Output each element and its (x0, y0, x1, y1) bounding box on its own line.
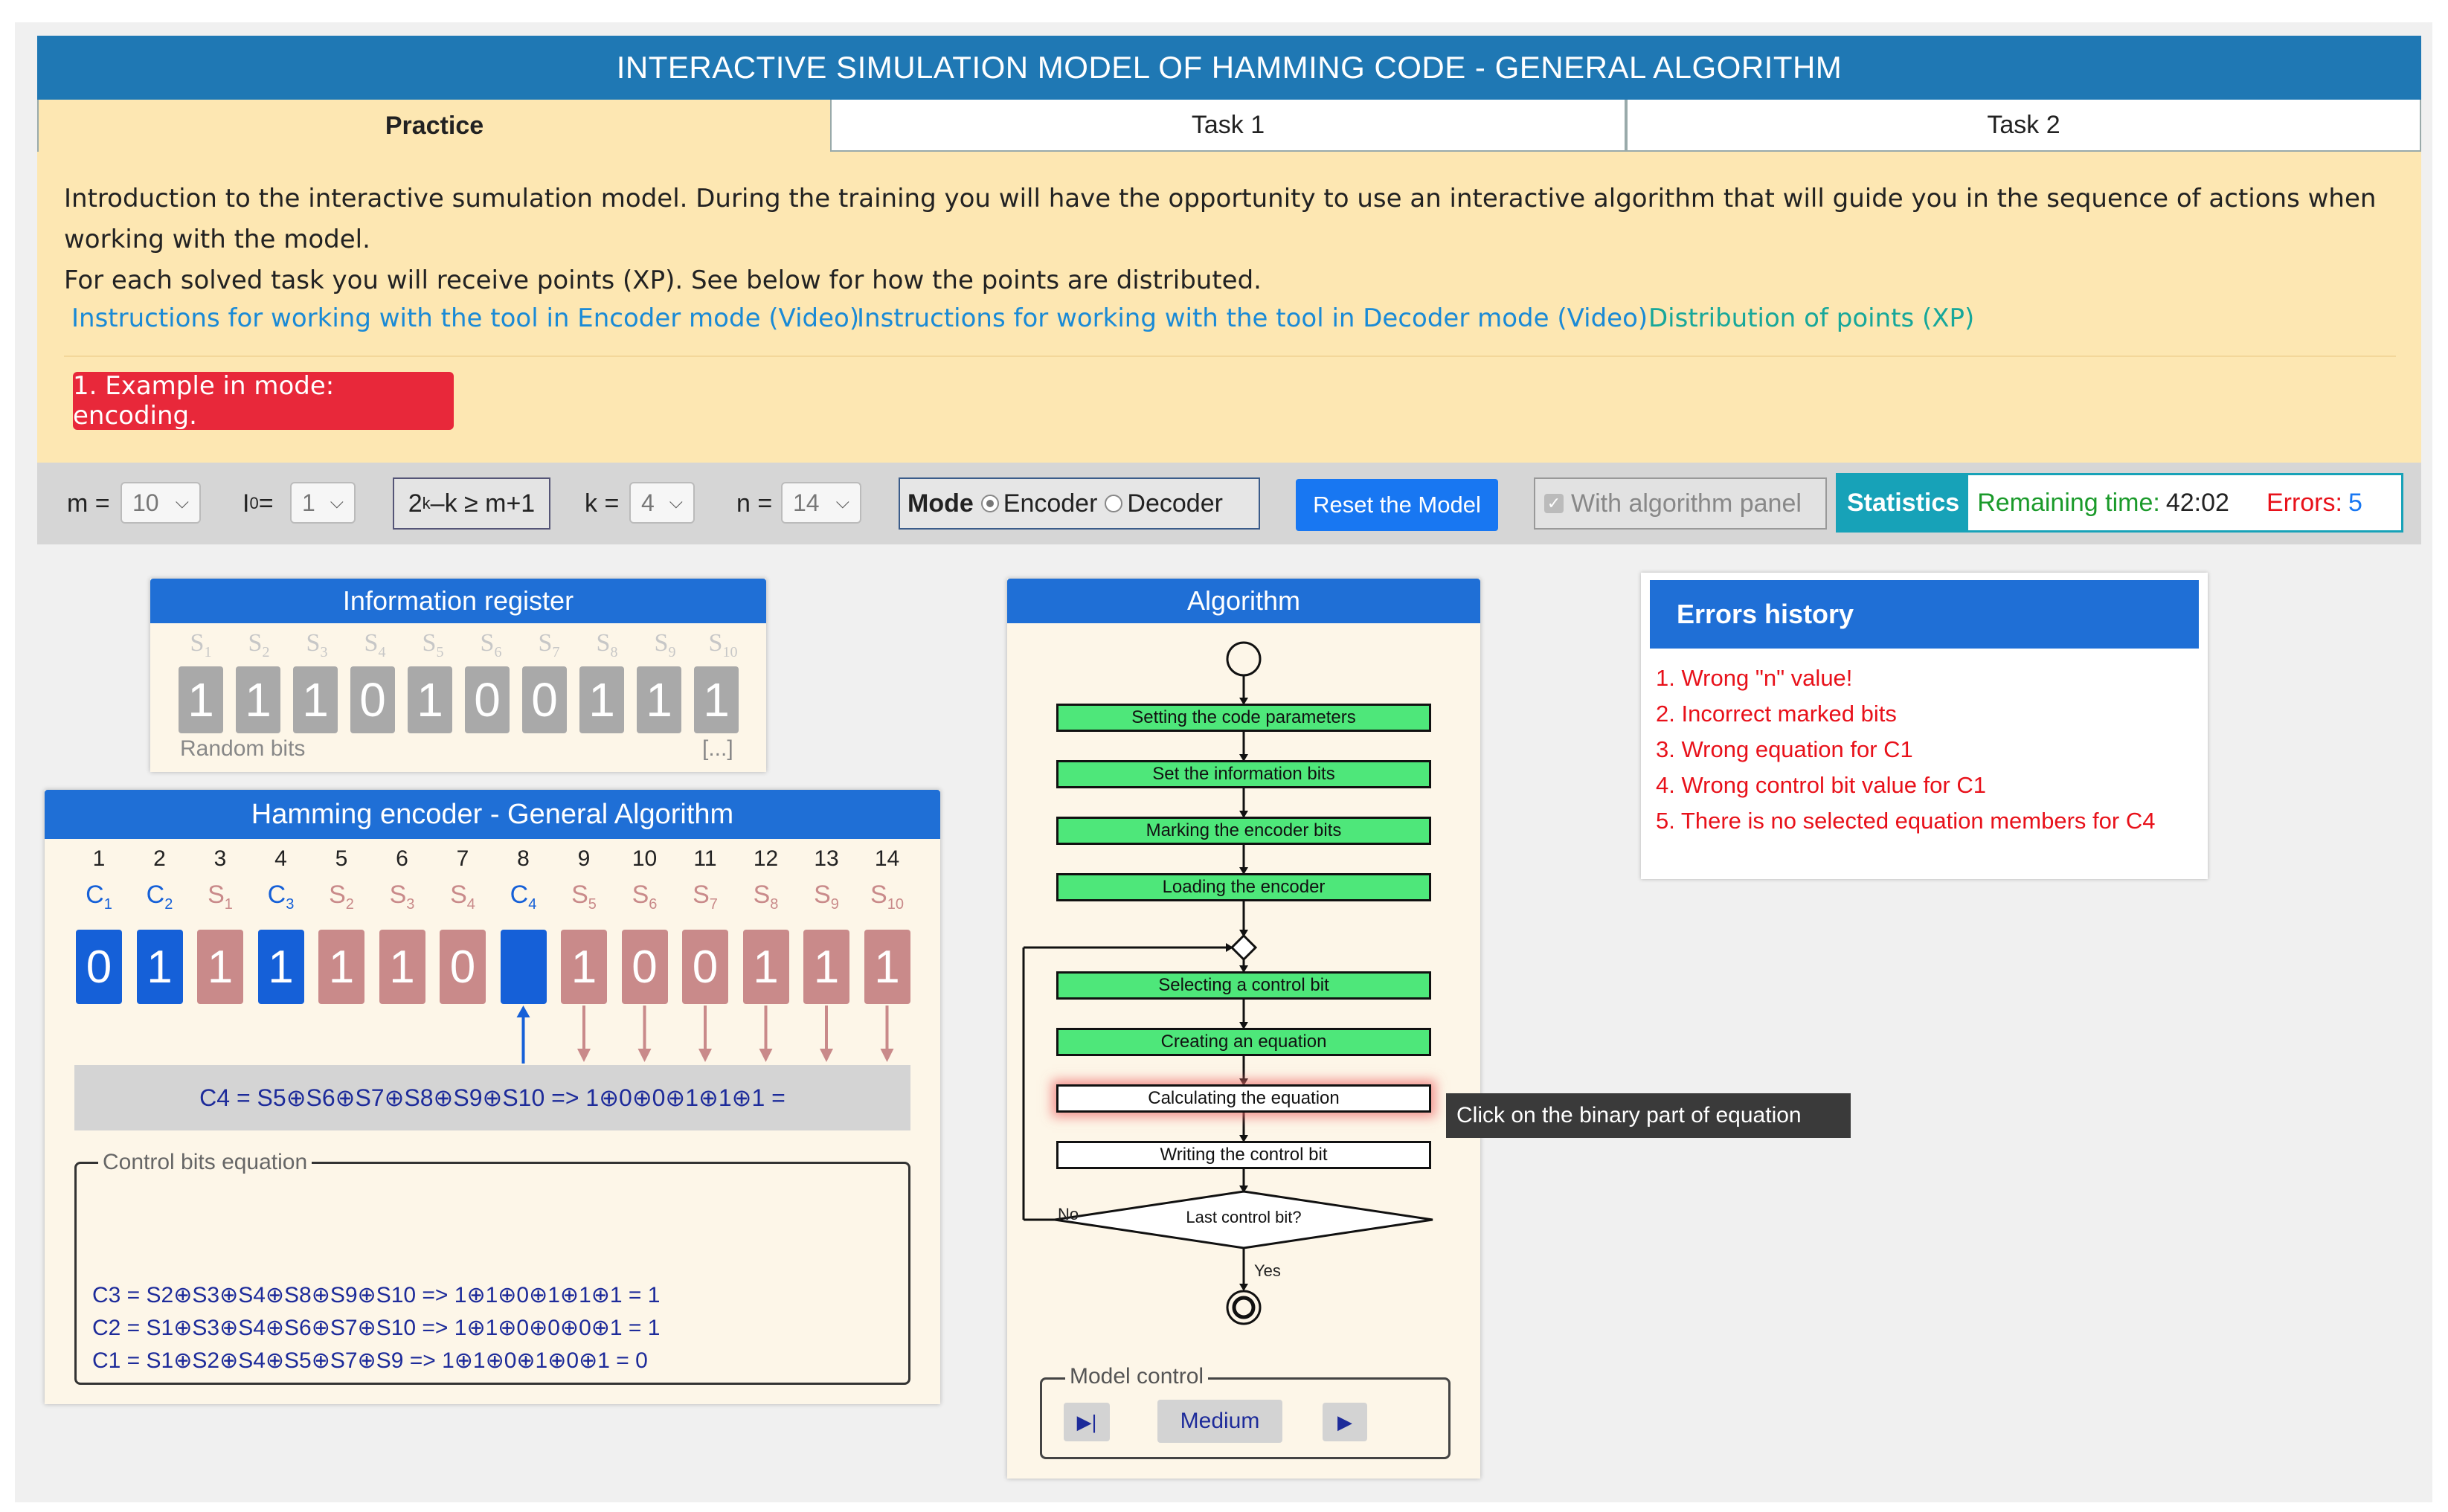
encoder-labels (76, 881, 924, 918)
radio-empty-icon (1105, 495, 1122, 512)
no-label: No (1058, 1205, 1079, 1223)
control-bit[interactable]: 0 (76, 930, 122, 1004)
info-bit-label: $S_3$ (306, 629, 328, 660)
bit-position: 6 (396, 846, 408, 871)
info-bit-label: $S_6$ (632, 881, 658, 913)
errors-history-panel (1641, 573, 2208, 879)
info-bit-label: $S_5$ (571, 881, 597, 913)
equation-c2: C2 = S1⊕S3⊕S4⊕S6⊕S7⊕S10 => 1⊕1⊕0⊕0⊕0⊕1 = 1 (92, 1316, 661, 1340)
mode-group (899, 477, 1260, 530)
info-bit[interactable]: 0 (440, 930, 486, 1004)
bit-position: 9 (577, 846, 591, 871)
bit-position: 2 (153, 846, 166, 871)
encoder-radio[interactable]: Encoder (981, 489, 1098, 518)
info-bit-label: $S_1$ (208, 881, 233, 913)
info-bit[interactable]: 1 (743, 930, 789, 1004)
control-bit[interactable] (501, 930, 547, 1004)
current-equation[interactable]: C4 = S5⊕S6⊕S7⊕S8⊕S9⊕S10 => 1⊕0⊕0⊕1⊕1⊕1 = (199, 1084, 786, 1111)
model-control-legend: Model control (1065, 1364, 1208, 1389)
algorithm-step[interactable]: Loading the encoder (1056, 873, 1431, 901)
chevron-down-icon: ⌵ (669, 492, 683, 512)
info-bit[interactable]: 1 (379, 930, 425, 1004)
decoder-radio[interactable]: Decoder (1105, 489, 1223, 518)
bit-position: 12 (753, 846, 779, 871)
step-forward-icon: ▶| (1076, 1410, 1097, 1433)
points-distribution-link[interactable]: Distribution of points (XP) (1648, 303, 1975, 333)
bit-arrow (698, 1006, 712, 1062)
more-bits-button[interactable]: [...] (702, 736, 733, 761)
m-value: 10 (132, 489, 159, 516)
encoder-bits (76, 930, 924, 1004)
control-bit-label: $C_4$ (510, 881, 537, 913)
algorithm-panel-toggle[interactable]: ✓ With algorithm panel (1534, 477, 1827, 530)
info-bit[interactable]: 0 (622, 930, 668, 1004)
info-bit-label: $S_{10}$ (870, 881, 904, 913)
algorithm-step[interactable]: Creating an equation (1056, 1028, 1431, 1056)
info-bit-label: $S_4$ (364, 629, 386, 660)
info-bit[interactable]: 0 (465, 666, 510, 733)
bit-position: 5 (335, 846, 348, 871)
control-bit-label: $C_3$ (267, 881, 295, 913)
info-bit-label: $S_2$ (329, 881, 354, 913)
equation-c1: C1 = S1⊕S2⊕S4⊕S5⊕S7⊕S9 => 1⊕1⊕0⊕1⊕0⊕1 = 0 (92, 1348, 648, 1373)
error-item: 5. There is no selected equation members for C4 (1656, 808, 2156, 834)
n-select[interactable] (781, 482, 861, 524)
algorithm-step[interactable]: Setting the code parameters (1056, 704, 1431, 732)
bit-arrow (881, 1006, 894, 1062)
radio-checked-icon (981, 495, 999, 512)
bit-position: 8 (517, 846, 530, 871)
algorithm-title: Algorithm (1007, 579, 1480, 623)
algorithm-step[interactable]: Selecting a control bit (1056, 971, 1431, 1000)
play-button[interactable] (1323, 1403, 1367, 1441)
equations-list (92, 1279, 660, 1377)
info-bit-label: $S_5$ (422, 629, 444, 660)
tooltip: Click on the binary part of equation (1446, 1093, 1851, 1138)
info-bit[interactable]: 1 (803, 930, 849, 1004)
algorithm-panel (1007, 579, 1480, 1479)
intro-text (64, 178, 2407, 301)
info-bit-label: $S_7$ (693, 881, 718, 913)
information-register-title: Information register (150, 579, 766, 623)
bit-position: 1 (92, 846, 106, 871)
i0-select[interactable] (290, 482, 356, 524)
tab-task-1[interactable]: Task 1 (830, 100, 1626, 152)
remaining-time-value: 42:02 (2165, 488, 2229, 517)
statistics-label[interactable]: Statistics (1838, 475, 1968, 530)
m-select[interactable] (121, 482, 201, 524)
info-bit[interactable]: 1 (179, 666, 223, 733)
encoder-video-link[interactable]: Instructions for working with the tool in Encoder mode (Video) (71, 303, 860, 333)
info-bit-label: $S_2$ (248, 629, 270, 660)
info-bit[interactable]: 1 (694, 666, 739, 733)
yes-label: Yes (1254, 1261, 1281, 1280)
errors-history-title: Errors history (1650, 580, 2199, 649)
info-bit[interactable]: 0 (522, 666, 567, 733)
info-bit-label: $S_9$ (814, 881, 839, 913)
speed-button[interactable]: Medium (1157, 1400, 1282, 1443)
n-label: n = (736, 489, 773, 518)
bit-position: 7 (456, 846, 469, 871)
intro-line-1: Introduction to the interactive sumulation model. During the training you will have the opportunity to use an interactive algorithm that will guide you in the sequence of actions when working with the model. (64, 184, 2377, 254)
info-bit-label: $S_9$ (654, 629, 676, 660)
chevron-down-icon: ⌵ (330, 492, 344, 512)
info-bit-label: $S_4$ (450, 881, 475, 913)
information-register-labels (179, 629, 759, 661)
error-item: 3. Wrong equation for C1 (1656, 736, 1913, 762)
bit-position: 14 (874, 846, 900, 871)
info-bit-label: $S_7$ (538, 629, 560, 660)
encoder-title: Hamming encoder - General Algorithm (45, 790, 940, 839)
current-equation-bar[interactable] (74, 1065, 910, 1130)
remaining-time-label: Remaining time: (1977, 488, 2160, 517)
bit-arrow (577, 1006, 591, 1062)
bit-position: 4 (274, 846, 287, 871)
errors-count: 5 (2348, 488, 2362, 517)
formula-box: 2 k –k ≥ m+1 (393, 477, 550, 530)
algorithm-step[interactable]: Set the information bits (1056, 760, 1431, 788)
info-bit[interactable]: 1 (579, 666, 624, 733)
i0-label: I 0 = (242, 489, 274, 518)
play-icon: ▶ (1337, 1410, 1352, 1433)
example-badge[interactable]: 1. Example in mode: encoding. (73, 372, 454, 430)
algorithm-step[interactable]: Marking the encoder bits (1056, 817, 1431, 845)
k-select[interactable] (629, 482, 695, 524)
error-item: 4. Wrong control bit value for C1 (1656, 772, 1986, 798)
info-bit[interactable]: 1 (637, 666, 681, 733)
m-label: m = (67, 489, 110, 518)
hamming-encoder-panel (45, 790, 940, 1404)
info-bit-label: $S_{10}$ (708, 629, 738, 660)
algorithm-step[interactable]: Calculating the equation (1056, 1084, 1431, 1113)
error-item: 1. Wrong "n" value! (1656, 665, 1853, 691)
chevron-down-icon: ⌵ (835, 492, 849, 512)
random-bits-label[interactable]: Random bits (180, 736, 306, 761)
control-bit-label: $C_2$ (146, 881, 173, 913)
control-bit-label: $C_1$ (86, 881, 112, 913)
step-forward-button[interactable] (1064, 1403, 1110, 1441)
i0-value: 1 (302, 489, 315, 516)
bit-position: 13 (814, 846, 839, 871)
information-register-bits (179, 666, 759, 733)
info-bit-label: $S_3$ (389, 881, 415, 913)
decoder-video-link[interactable]: Instructions for working with the tool in Decoder mode (Video) (857, 303, 1648, 333)
checkbox-checked-icon: ✓ (1544, 494, 1564, 513)
encoder-positions (76, 846, 924, 876)
errors-history-list (1656, 660, 2155, 839)
tab-practice[interactable]: Practice (37, 100, 830, 152)
divider (64, 356, 2396, 357)
bit-arrow (638, 1006, 652, 1062)
info-bit[interactable]: 1 (408, 666, 452, 733)
equation-c3: C3 = S2⊕S3⊕S4⊕S8⊕S9⊕S10 => 1⊕1⊕0⊕1⊕1⊕1 = 1 (92, 1283, 661, 1307)
n-value: 14 (793, 489, 820, 516)
bit-position: 3 (213, 846, 227, 871)
reset-model-button[interactable]: Reset the Model (1296, 479, 1498, 531)
control-bit[interactable]: 1 (258, 930, 304, 1004)
bit-position: 11 (693, 846, 717, 871)
bit-arrow (517, 1006, 530, 1064)
control-bits-equation-legend: Control bits equation (98, 1150, 312, 1175)
error-item: 2. Incorrect marked bits (1656, 701, 1897, 727)
page-title: INTERACTIVE SIMULATION MODEL OF HAMMING CODE - GENERAL ALGORITHM (37, 36, 2421, 100)
bit-arrow (820, 1006, 833, 1062)
info-bit[interactable]: 1 (864, 930, 910, 1004)
info-bit[interactable]: 0 (682, 930, 728, 1004)
mode-label: Mode (907, 489, 974, 518)
bit-arrow (759, 1006, 773, 1062)
info-bit[interactable]: 1 (561, 930, 607, 1004)
decision-text: Last control bit? (1186, 1208, 1302, 1226)
info-bit[interactable]: 1 (197, 930, 243, 1004)
info-bit-label: $S_6$ (480, 629, 502, 660)
k-value: 4 (641, 489, 655, 516)
algorithm-step[interactable]: Writing the control bit (1056, 1141, 1431, 1169)
info-bit[interactable]: 0 (350, 666, 395, 733)
info-bit[interactable]: 1 (318, 930, 364, 1004)
chevron-down-icon: ⌵ (175, 492, 189, 512)
bit-position: 10 (632, 846, 658, 871)
information-register-panel (150, 579, 766, 772)
k-label: k = (585, 489, 620, 518)
statistics-box (1836, 473, 2403, 533)
info-bit-label: $S_8$ (596, 629, 618, 660)
errors-label: Errors: (2266, 488, 2342, 517)
info-bit[interactable]: 1 (236, 666, 280, 733)
intro-line-2: For each solved task you will receive points (XP). See below for how the points are distributed. (64, 266, 1262, 295)
info-bit[interactable]: 1 (293, 666, 338, 733)
control-bit[interactable]: 1 (137, 930, 183, 1004)
info-bit-label: $S_8$ (753, 881, 779, 913)
info-bit-label: $S_1$ (190, 629, 212, 660)
tab-task-2[interactable]: Task 2 (1626, 100, 2421, 152)
